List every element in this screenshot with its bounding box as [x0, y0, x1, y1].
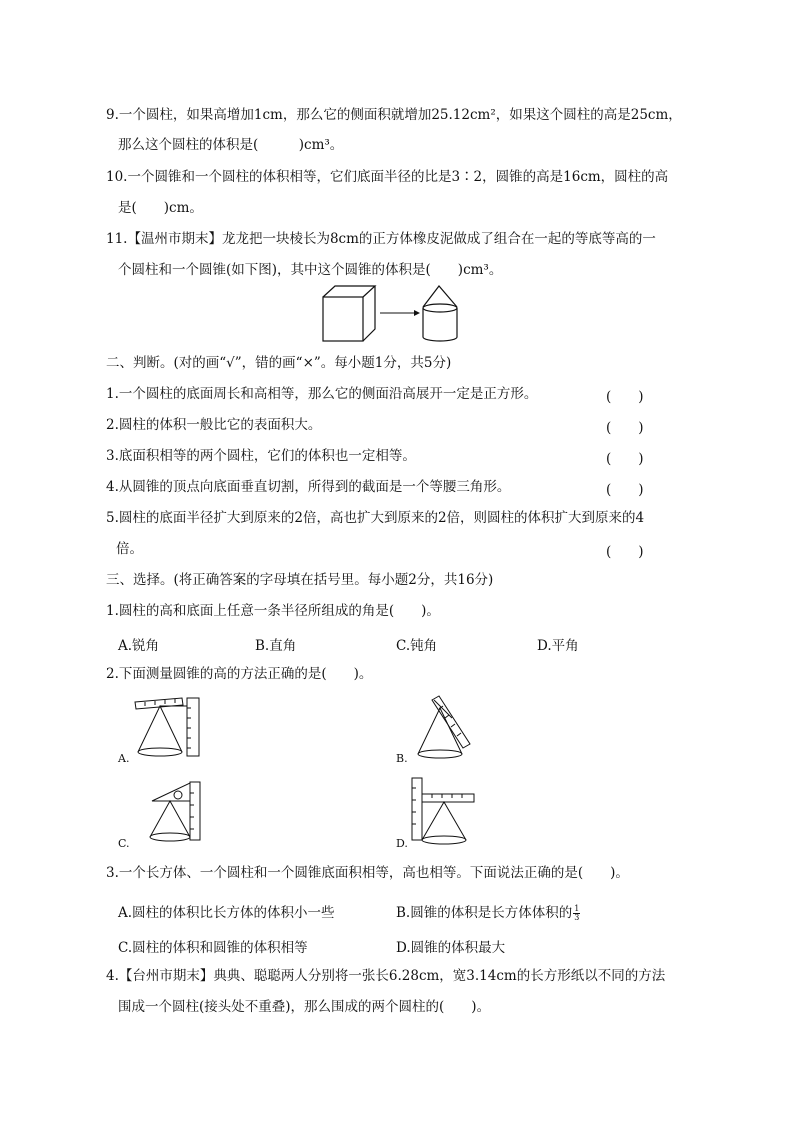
choice-q3-stem: 3.一个长方体、一个圆柱和一个圆锥底面积相等，高也相等。下面说法正确的是( )。: [106, 865, 629, 881]
choice-q2-label-d: D.: [396, 837, 408, 850]
choice-q3-option-c: C.圆柱的体积和圆锥的体积相等: [118, 940, 308, 956]
q11-line2: 个圆柱和一个圆锥(如下图)，其中这个圆锥的体积是( )cm³。: [118, 262, 503, 278]
choice-q1-option-d: D.平角: [537, 638, 579, 654]
judge-item-5-line2: 倍。: [116, 541, 143, 557]
choice-q3-option-a: A.圆柱的体积比长方体的体积小一些: [118, 905, 335, 921]
cone-triangle-figure-c: [148, 779, 218, 847]
q11-line1: 11.【温州市期末】龙龙把一块棱长为8cm的正方体橡皮泥做成了组合在一起的等底等高的一: [106, 231, 656, 247]
cube-shape: [323, 286, 375, 341]
arrow-icon: [380, 310, 420, 316]
choice-q2-label-c: C.: [118, 837, 130, 850]
q9-line2: 那么这个圆柱的体积是( )cm³。: [118, 137, 344, 153]
section3-heading: 三、选择。(将正确答案的字母填在括号里。每小题2分，共16分): [106, 572, 494, 588]
choice-q2-stem: 2.下面测量圆锥的高的方法正确的是( )。: [106, 666, 373, 682]
choice-q2-label-a: A.: [118, 752, 130, 765]
answer-paren[interactable]: ( ): [606, 420, 644, 436]
choice-q1-option-b: B.直角: [255, 638, 297, 654]
cone-cylinder-shape: [423, 286, 457, 341]
judge-item-1: 1.一个圆柱的底面周长和高相等，那么它的侧面沿高展开一定是正方形。: [106, 386, 538, 402]
q10-line2: 是( )cm。: [118, 200, 203, 216]
choice-q3-option-b: [396, 901, 580, 922]
choice-q3-option-b-text: B.圆锥的体积是长方体体积的: [396, 905, 573, 921]
answer-paren[interactable]: ( ): [606, 451, 644, 467]
judge-item-2: 2.圆柱的体积一般比它的表面积大。: [106, 417, 322, 433]
choice-q3-option-d: D.圆锥的体积最大: [396, 940, 506, 956]
answer-paren[interactable]: ( ): [606, 389, 644, 405]
answer-paren[interactable]: ( ): [606, 482, 644, 498]
section2-heading: 二、判断。(对的画“√”，错的画“×”。每小题1分，共5分): [106, 355, 452, 371]
q9-line1: 9.一个圆柱，如果高增加1cm，那么它的侧面积就增加25.12cm²，如果这个圆柱的高是25cm，: [106, 107, 682, 123]
choice-q1-option-c: C.钝角: [396, 638, 438, 654]
answer-paren[interactable]: ( ): [606, 544, 644, 560]
judge-item-4: 4.从圆锥的顶点向底面垂直切割，所得到的截面是一个等腰三角形。: [106, 479, 511, 495]
choice-q1-stem: 1.圆柱的高和底面上任意一条半径所组成的角是( )。: [106, 603, 440, 619]
cone-ruler-figure-b: [408, 696, 488, 762]
fraction-denominator: 3: [574, 913, 580, 922]
cone-ruler-figure-a: [130, 696, 210, 762]
judge-item-5-line1: 5.圆柱的底面半径扩大到原来的2倍，高也扩大到原来的2倍，则圆柱的体积扩大到原来的4: [106, 510, 645, 526]
choice-q2-label-b: B.: [396, 752, 408, 765]
choice-q1-option-a: A.锐角: [118, 638, 160, 654]
cone-ruler-figure-d: [410, 776, 482, 848]
judge-item-3: 3.底面积相等的两个圆柱，它们的体积也一定相等。: [106, 448, 416, 464]
fraction-numerator: 1: [574, 904, 580, 913]
q10-line1: 10.一个圆锥和一个圆柱的体积相等，它们底面半径的比是3∶2，圆锥的高是16cm，圆柱的高: [106, 169, 669, 185]
cube-to-cone-cylinder-figure: [320, 283, 470, 345]
choice-q4-line1: 4.【台州市期末】典典、聪聪两人分别将一张长6.28cm，宽3.14cm的长方形纸以不同的方法: [106, 968, 666, 984]
one-third-fraction: [573, 905, 580, 922]
choice-q4-line2: 围成一个圆柱(接头处不重叠)，那么围成的两个圆柱的( )。: [118, 999, 491, 1015]
